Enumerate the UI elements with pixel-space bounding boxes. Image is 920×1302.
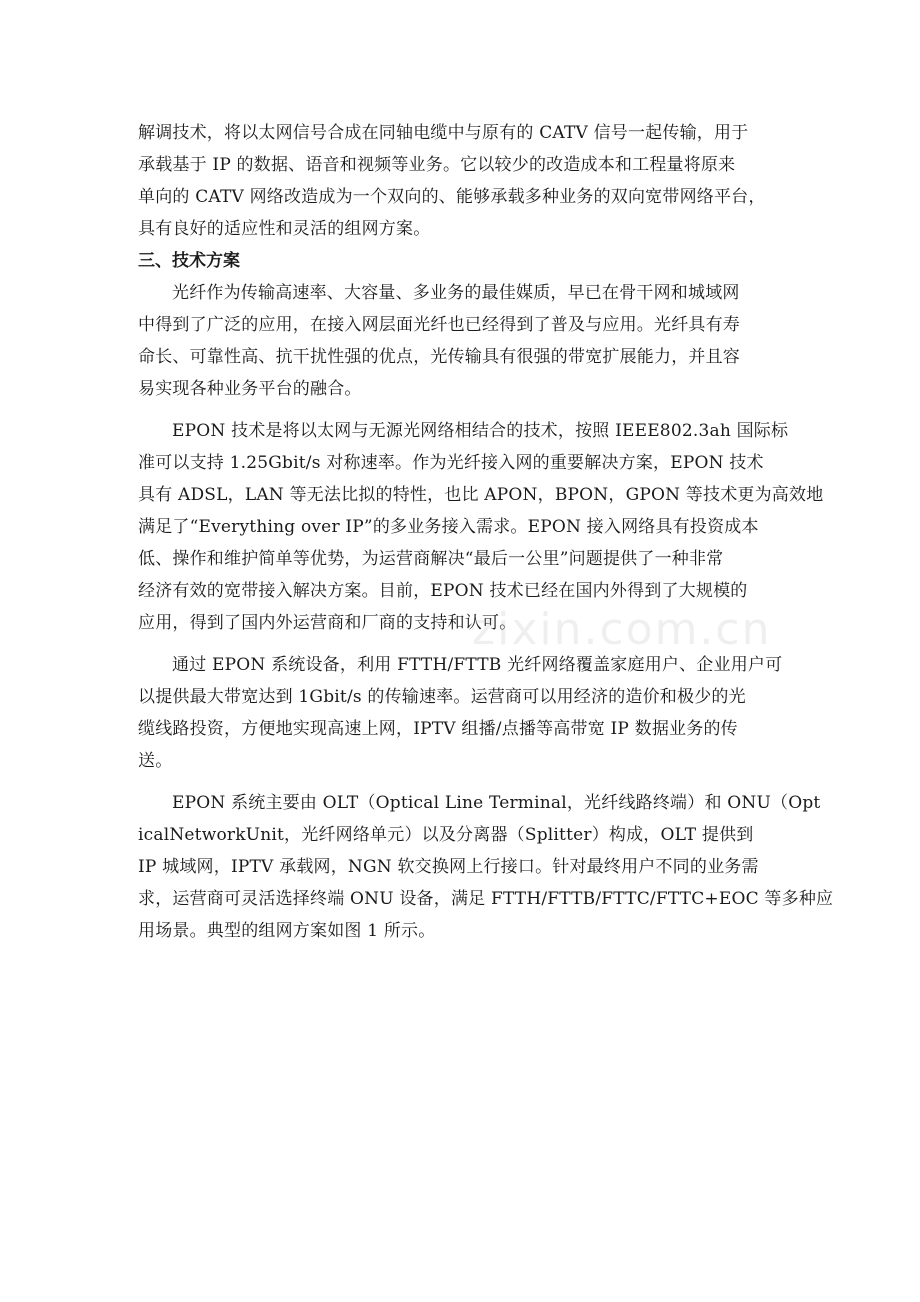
- text-line: 准可以支持 1.25Gbit/s 对称速率。作为光纤接入网的重要解决方案，EPON 技术: [138, 453, 764, 473]
- text-line: 具有良好的适应性和灵活的组网方案。: [138, 219, 431, 239]
- paragraph-epon-tech: [138, 415, 824, 639]
- text-line: 中得到了广泛的应用，在接入网层面光纤也已经得到了普及与应用。光纤具有寿: [138, 315, 740, 335]
- watermark: zixin.com.cn: [472, 604, 772, 655]
- text-line: 具有 ADSL，LAN 等无法比拟的特性，也比 APON，BPON，GPON 等技术更为高效地: [138, 485, 824, 505]
- paragraph-epon-devices: [138, 649, 788, 777]
- text-line: icalNetworkUnit，光纤网络单元）以及分离器（Splitter）构成，OLT 提供到: [138, 825, 754, 845]
- text-line: 解调技术，将以太网信号合成在同轴电缆中与原有的 CATV 信号一起传输，用于: [138, 123, 749, 143]
- text-line: 送。: [138, 751, 173, 771]
- text-line: 单向的 CATV 网络改造成为一个双向的、能够承载多种业务的双向宽带网络平台，: [138, 187, 766, 207]
- paragraph-intro-continued: [138, 117, 788, 245]
- text-line: IP 城域网，IPTV 承载网，NGN 软交换网上行接口。针对最终用户不同的业务需: [138, 857, 759, 877]
- text-line: 以提供最大带宽达到 1Gbit/s 的传输速率。运营商可以用经济的造价和极少的光: [138, 687, 746, 707]
- text-line: 应用，得到了国内外运营商和厂商的支持和认可。: [138, 613, 517, 633]
- document-page: [138, 117, 834, 957]
- text-line: 通过 EPON 系统设备，利用 FTTH/FTTB 光纤网络覆盖家庭用户、企业用户可: [172, 655, 783, 675]
- text-line: 承载基于 IP 的数据、语音和视频等业务。它以较少的改造成本和工程量将原来: [138, 155, 736, 175]
- text-line: 光纤作为传输高速率、大容量、多业务的最佳媒质，早已在骨干网和城域网: [172, 283, 740, 303]
- text-line: 求，运营商可灵活选择终端 ONU 设备，满足 FTTH/FTTB/FTTC/FTTC+EOC 等多种应: [138, 889, 834, 909]
- text-line: 用场景。典型的组网方案如图 1 所示。: [138, 921, 436, 941]
- paragraph-fiber: [138, 277, 788, 405]
- text-line: 经济有效的宽带接入解决方案。目前，EPON 技术已经在国内外得到了大规模的: [138, 581, 748, 601]
- paragraph-epon-system: [138, 787, 834, 947]
- text-line: EPON 技术是将以太网与无源光网络相结合的技术，按照 IEEE802.3ah 国际标: [172, 421, 789, 441]
- section-heading: 三、技术方案: [138, 251, 240, 271]
- text-line: 命长、可靠性高、抗干扰性强的优点，光传输具有很强的带宽扩展能力，并且容: [138, 347, 740, 367]
- text-line: EPON 系统主要由 OLT（Optical Line Terminal，光纤线路终端）和 ONU（Opt: [172, 793, 821, 813]
- text-line: 易实现各种业务平台的融合。: [138, 379, 362, 399]
- text-line: 低、操作和维护简单等优势，为运营商解决“最后一公里”问题提供了一种非常: [138, 549, 724, 569]
- text-line: 满足了“Everything over IP”的多业务接入需求。EPON 接入网络具有投资成本: [138, 517, 759, 537]
- text-line: 缆线路投资，方便地实现高速上网，IPTV 组播/点播等高带宽 IP 数据业务的传: [138, 719, 738, 739]
